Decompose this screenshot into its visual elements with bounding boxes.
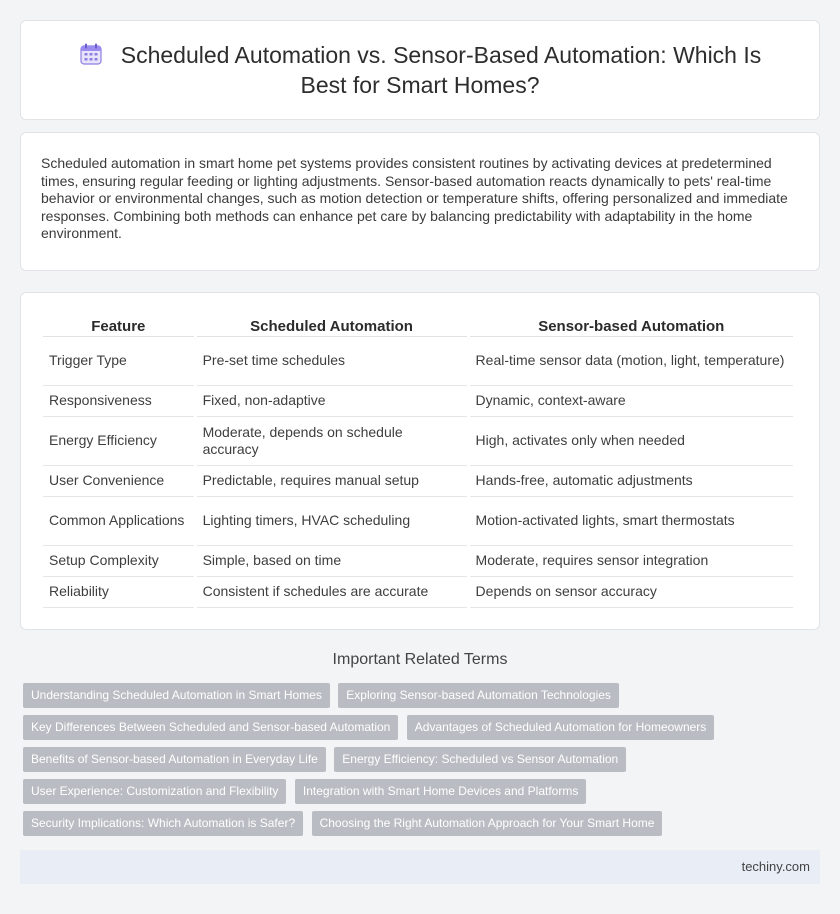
feature-cell: Reliability: [43, 577, 194, 608]
sensor-cell: Depends on sensor accuracy: [470, 577, 793, 608]
sensor-cell: Hands-free, automatic adjustments: [470, 466, 793, 497]
related-terms-list: [23, 683, 823, 843]
sensor-cell: Motion-activated lights, smart thermostats: [470, 497, 793, 546]
scheduled-cell: Moderate, depends on schedule accuracy: [197, 417, 467, 466]
scheduled-cell: Predictable, requires manual setup: [197, 466, 467, 497]
scheduled-cell: Lighting timers, HVAC scheduling: [197, 497, 467, 546]
scheduled-cell: Pre-set time schedules: [197, 337, 467, 386]
related-terms-title: Important Related Terms: [332, 651, 508, 668]
table-row: [43, 417, 793, 466]
feature-cell: Responsiveness: [43, 386, 194, 417]
table-row: [43, 337, 793, 386]
scheduled-cell: Consistent if schedules are accurate: [197, 577, 467, 608]
intro-card: [20, 132, 820, 271]
related-term-tag[interactable]: User Experience: Customization and Flexibility: [23, 779, 286, 804]
sensor-cell: Real-time sensor data (motion, light, temperature): [470, 337, 793, 386]
footer: [20, 850, 820, 884]
comparison-card: [20, 292, 820, 630]
header-feature: Feature: [43, 315, 194, 337]
related-term-tag[interactable]: Benefits of Sensor-based Automation in Everyday Life: [23, 747, 326, 772]
table-row: [43, 577, 793, 608]
table-row: [43, 386, 793, 417]
related-term-tag[interactable]: Key Differences Between Scheduled and Sensor-based Automation: [23, 715, 398, 740]
header-scheduled: Scheduled Automation: [197, 315, 467, 337]
scheduled-cell: Fixed, non-adaptive: [197, 386, 467, 417]
header-sensor: Sensor-based Automation: [470, 315, 793, 337]
related-term-tag[interactable]: Understanding Scheduled Automation in Smart Homes: [23, 683, 330, 708]
table-row: [43, 466, 793, 497]
related-term-tag[interactable]: Energy Efficiency: Scheduled vs Sensor Automation: [334, 747, 626, 772]
page-title: Scheduled Automation vs. Sensor-Based Automation: Which Is Best for Smart Homes?: [120, 42, 762, 98]
table-row: [43, 497, 793, 546]
feature-cell: Trigger Type: [43, 337, 194, 386]
related-term-tag[interactable]: Exploring Sensor-based Automation Technologies: [338, 683, 619, 708]
related-term-tag[interactable]: Security Implications: Which Automation is Safer?: [23, 811, 303, 836]
feature-cell: Setup Complexity: [43, 546, 194, 577]
comparison-table: [40, 315, 796, 608]
feature-cell: User Convenience: [43, 466, 194, 497]
feature-cell: Energy Efficiency: [43, 417, 194, 466]
related-term-tag[interactable]: Integration with Smart Home Devices and Platforms: [295, 779, 586, 804]
title-card: [20, 20, 820, 120]
calendar-icon: [79, 42, 103, 66]
footer-site[interactable]: techiny.com: [741, 859, 810, 874]
feature-cell: Common Applications: [43, 497, 194, 546]
table-row: [43, 546, 793, 577]
related-term-tag[interactable]: Advantages of Scheduled Automation for Homeowners: [407, 715, 715, 740]
sensor-cell: Dynamic, context-aware: [470, 386, 793, 417]
related-term-tag[interactable]: Choosing the Right Automation Approach for Your Smart Home: [312, 811, 663, 836]
table-header-row: [43, 315, 793, 337]
sensor-cell: High, activates only when needed: [470, 417, 793, 466]
scheduled-cell: Simple, based on time: [197, 546, 467, 577]
intro-paragraph: Scheduled automation in smart home pet systems provides consistent routines by activating devices at predetermined times, ensuring regular feeding or lighting adjustments. Sensor-based automation reacts dynamically to pets' real-time behavior or environmental changes, such as motion detection or temperature shifts, offering personalized and immediate responses. Combining both methods can enhance pet care by balancing predictability with adaptability in the home environment.: [41, 155, 788, 241]
sensor-cell: Moderate, requires sensor integration: [470, 546, 793, 577]
